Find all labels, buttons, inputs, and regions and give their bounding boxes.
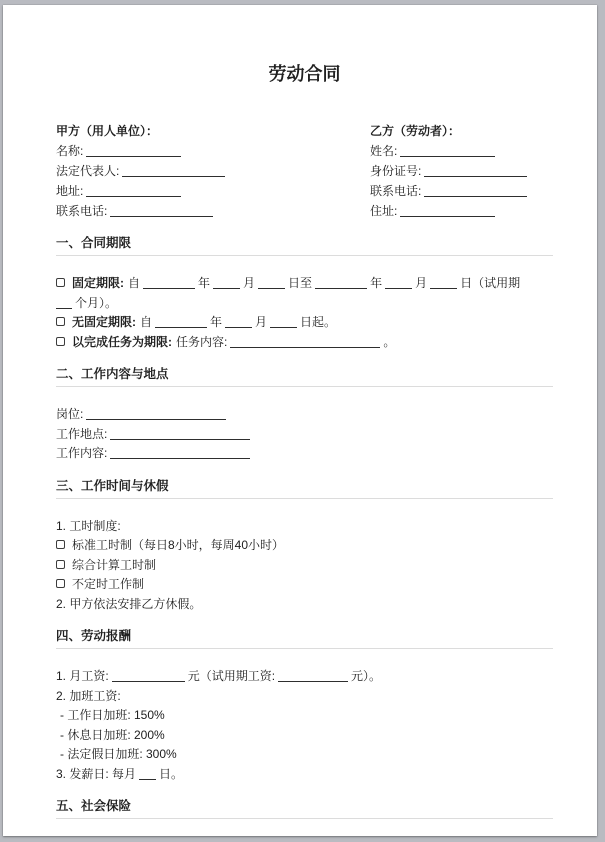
field-label: 联系电话: [56, 204, 108, 218]
blank-probation-months [56, 298, 72, 309]
blank-end-day [430, 278, 457, 289]
party-a-block [56, 121, 370, 221]
overtime-rate-workday: - 工作日加班: 150% [60, 708, 165, 722]
overtime-rate-holiday: - 法定假日加班: 300% [60, 747, 177, 761]
blank-end-year [315, 278, 367, 289]
field-label: 住址: [370, 204, 398, 218]
document-title: 劳动合同 [268, 64, 341, 84]
checkbox-open-ended-term[interactable] [56, 317, 65, 326]
term-option-open-ended: 无固定期限: 自 年 月 日起。 [56, 313, 553, 333]
section-heading-work-content: 二、工作内容与地点 [56, 367, 553, 387]
overtime-wage-label: 2. 加班工资: [56, 688, 121, 703]
blank-residence [400, 206, 495, 217]
field-label: 名称: [56, 144, 84, 158]
field-row-id-number [370, 161, 553, 181]
blank-monthly-wage [112, 671, 185, 682]
hours-option-comprehensive: 综合计算工时制 [56, 556, 553, 576]
field-label: 法定代表人: [56, 164, 120, 178]
blank-phone-a [110, 206, 213, 217]
option-label: 固定期限: [72, 276, 124, 290]
blank-id-number [424, 166, 527, 177]
checkbox-comprehensive-hours[interactable] [56, 560, 65, 569]
field-row-work-content [56, 444, 553, 464]
blank-open-year [155, 317, 207, 328]
blank-company-name [86, 146, 181, 157]
vacation-clause: 2. 甲方依法安排乙方休假。 [56, 596, 202, 611]
hours-option-flexible: 不定时工作制 [56, 575, 553, 595]
checkbox-standard-hours[interactable] [56, 540, 65, 549]
field-row-worker-name [370, 141, 553, 161]
field-label: 身份证号: [370, 164, 422, 178]
section-heading-contract-term: 一、合同期限 [56, 236, 553, 256]
work-hours-system-label: 1. 工时制度: [56, 518, 121, 533]
blank-work-content [110, 448, 250, 459]
blank-open-day [270, 317, 297, 328]
blank-start-month [213, 278, 240, 289]
blank-end-month [385, 278, 412, 289]
blank-start-year [143, 278, 195, 289]
field-row-address-a [56, 181, 370, 201]
contract-page [3, 5, 597, 836]
section-heading-compensation: 四、劳动报酬 [56, 629, 553, 649]
overtime-rate-restday: - 休息日加班: 200% [60, 727, 165, 742]
page-content [3, 5, 597, 819]
blank-legal-representative [122, 166, 225, 177]
blank-position [86, 409, 226, 420]
blank-address-a [86, 186, 181, 197]
option-label: 无固定期限: [72, 315, 136, 329]
blank-work-location [110, 429, 250, 440]
monthly-wage-line: 1. 月工资: 元（试用期工资: 元）。 [56, 669, 382, 683]
section-heading-social-insurance: 五、社会保险 [56, 799, 553, 819]
section-heading-work-hours: 三、工作时间与休假 [56, 479, 553, 499]
blank-worker-name [400, 146, 495, 157]
term-option-fixed: 固定期限: 自 年 月 日至 年 月 日（试用期 个月）。 [56, 274, 553, 313]
field-row-work-location [56, 425, 553, 445]
field-row-residence [370, 201, 553, 221]
blank-probation-wage [278, 671, 348, 682]
field-row-phone-a [56, 201, 370, 221]
blank-open-month [225, 317, 252, 328]
field-row-company-name [56, 141, 370, 161]
hours-option-standard: 标准工时制（每日8小时，每周40小时） [56, 536, 553, 556]
checkbox-fixed-term[interactable] [56, 278, 65, 287]
field-label: 联系电话: [370, 184, 422, 198]
blank-start-day [258, 278, 285, 289]
field-label: 姓名: [370, 144, 398, 158]
payday-line: 3. 发薪日: 每月 日。 [56, 766, 184, 781]
checkbox-flexible-hours[interactable] [56, 579, 65, 588]
option-label: 以完成任务为期限: [72, 334, 172, 349]
party-b-header: 乙方（劳动者）： [370, 124, 461, 138]
field-label: 工作内容: [56, 446, 108, 460]
party-b-block [370, 121, 553, 221]
field-row-legal-representative [56, 161, 370, 181]
blank-task-content [230, 337, 380, 348]
party-a-header: 甲方（用人单位）： [56, 124, 159, 138]
field-row-phone-b [370, 181, 553, 201]
blank-phone-b [424, 186, 527, 197]
field-label: 工作地点: [56, 426, 108, 441]
field-row-position [56, 405, 553, 425]
term-option-task-based: 以完成任务为期限: 任务内容: 。 [56, 333, 553, 353]
checkbox-task-term[interactable] [56, 337, 65, 346]
field-label: 地址: [56, 184, 84, 198]
field-label: 岗位: [56, 407, 84, 421]
blank-payday [139, 769, 156, 780]
parties-block [56, 121, 553, 221]
